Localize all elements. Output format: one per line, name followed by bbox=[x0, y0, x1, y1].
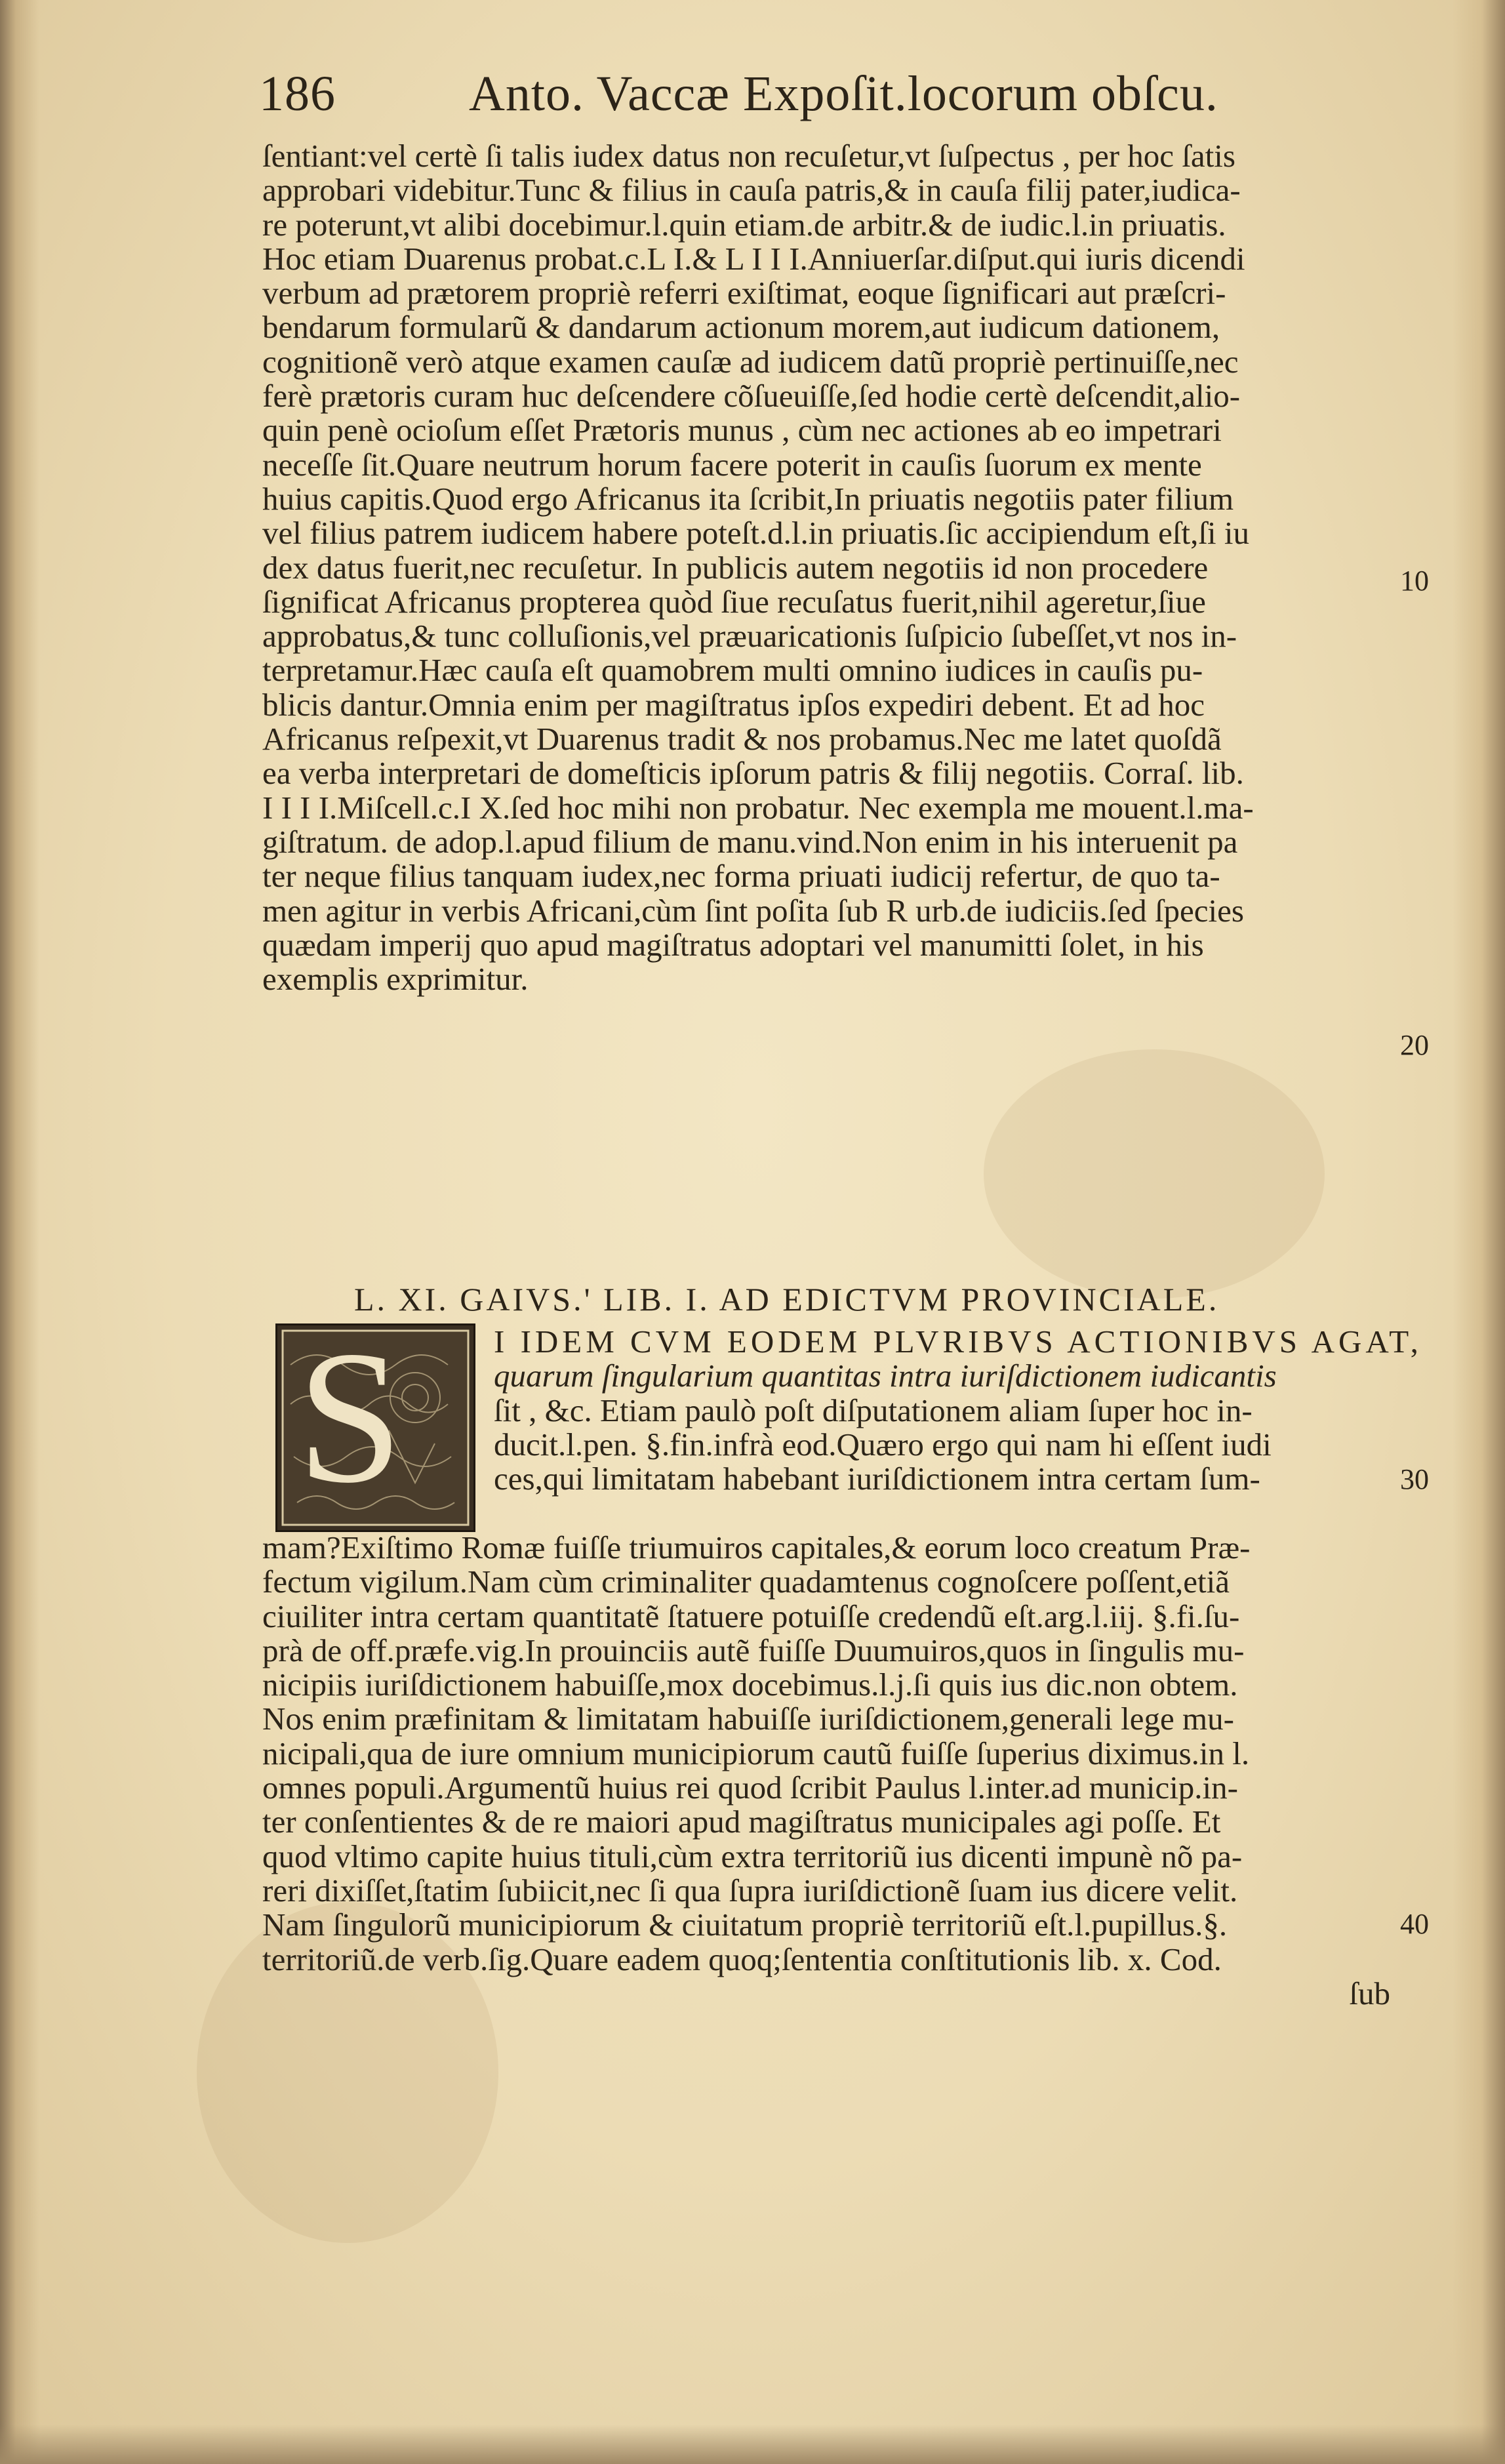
text-line: ſit , &c. Etiam paulò poſt diſputationem aliam ſuper hoc in- bbox=[494, 1392, 1253, 1428]
text-line: territoriũ.de verb.ſig.Quare eadem quoq;ſententia conſtitutionis lib. x. Cod. bbox=[262, 1941, 1222, 1977]
lower-text-block bbox=[262, 1529, 1390, 2011]
decorated-initial-letter bbox=[275, 1312, 475, 1532]
margin-line-number: 20 bbox=[1400, 1029, 1429, 1061]
text-line: ciuiliter intra certam quantitatẽ ſtatuere potuiſſe credendũ eſt.arg.l.iij. §.fi.ſu- bbox=[262, 1598, 1240, 1634]
text-line: ferè prætoris curam huc deſcendere cõſueuiſſe,ſed hodie certè deſcendit,alio- bbox=[262, 378, 1241, 414]
text-line: ſentiant:vel certè ſi talis iudex datus non recuſetur,vt ſuſpectus , per hoc ſatis bbox=[262, 138, 1235, 174]
text-line: quarum ſingularium quantitas intra iuriſdictionem iudicantis bbox=[494, 1358, 1277, 1394]
text-line: exemplis exprimitur. bbox=[262, 961, 529, 998]
text-line: cognitionẽ verò atque examen cauſæ ad iudicem datũ propriè pertinuiſſe,nec bbox=[262, 343, 1239, 380]
initial-letter: S bbox=[297, 1312, 403, 1522]
text-line: neceſſe ſit.Quare neutrum horum facere poterit in cauſis ſuorum ex mente bbox=[262, 446, 1202, 483]
text-line: reri dixiſſet,ſtatim ſubiicit,nec ſi qua ſupra iuriſdictionẽ ſuam ius dicere velit. bbox=[262, 1872, 1238, 1909]
text-line: Hoc etiam Duarenus probat.c.L I.& L I I I.Anniuerſar.diſput.qui iuris dicendi bbox=[262, 240, 1245, 277]
text-line: ſignificat Africanus propterea quòd ſiue recuſatus fuerit,nihil ageretur,ſiue bbox=[262, 583, 1206, 620]
text-line: I IDEM CVM EODEM PLVRIBVS ACTIONIBVS AGAT, bbox=[494, 1323, 1422, 1360]
text-line: I I I I.Miſcell.c.I X.ſed hoc mihi non probatur. Nec exempla me mouent.l.ma- bbox=[262, 789, 1254, 826]
text-line: ducit.l.pen. §.fin.infrà eod.Quæro ergo qui nam hi eſſent iudi bbox=[494, 1426, 1272, 1463]
page-number: 186 bbox=[259, 66, 336, 121]
text-line: Nam ſingulorũ municipiorum & ciuitatum propriè territoriũ eſt.l.pupillus.§. bbox=[262, 1907, 1228, 1943]
text-line: ea verba interpretari de domeſticis ipſorum patris & filij negotiis. Corraſ. lib. bbox=[262, 755, 1244, 792]
margin-line-number: 40 bbox=[1400, 1908, 1429, 1940]
text-line: giſtratum. de adop.l.apud filium de manu.vind.Non enim in his interuenit pa bbox=[262, 823, 1238, 860]
text-line: prà de off.præfe.vig.In prouinciis autẽ fuiſſe Duumuiros,quos in ſingulis mu- bbox=[262, 1632, 1245, 1668]
section-heading: L. XI. GAIVS.' LIB. I. AD EDICTVM PROVINCIALE. bbox=[354, 1281, 1220, 1318]
catchword: ſub bbox=[1349, 1975, 1390, 2011]
text-line: men agitur in verbis Africani,cùm ſint poſita ſub R urb.de iudiciis.ſed ſpecies bbox=[262, 892, 1244, 929]
text-line: verbum ad prætorem propriè referri exiſtimat, eoque ſignificari aut præſcri- bbox=[262, 275, 1226, 312]
text-line: blicis dantur.Omnia enim per magiſtratus ipſos expediri debent. Et ad hoc bbox=[262, 686, 1205, 723]
text-line: approbatus,& tunc colluſionis,vel præuaricationis ſuſpicio ſubeſſet,vt nos in- bbox=[262, 618, 1237, 655]
page-shadow-bottom bbox=[0, 2425, 1505, 2464]
text-line: re poterunt,vt alibi docebimur.l.quin etiam.de arbitr.& de iudic.l.in priuatis. bbox=[262, 206, 1226, 243]
text-line: omnes populi.Argumentũ huius rei quod ſcribit Paulus l.inter.ad municip.in- bbox=[262, 1769, 1238, 1806]
text-line: ter neque filius tanquam iudex,nec forma priuati iudicij refertur, de quo ta- bbox=[262, 858, 1220, 895]
page-header bbox=[259, 66, 1282, 128]
text-line: nicipali,qua de iure omnium municipiorum cautũ fuiſſe ſuperius diximus.in l. bbox=[262, 1735, 1250, 1771]
text-line: ces,qui limitatam habebant iuriſdictionem intra certam ſum- bbox=[494, 1461, 1260, 1497]
text-line: vel filius patrem iudicem habere poteſt.d.l.in priuatis.ſic accipiendum eſt,ſi iu bbox=[262, 515, 1249, 552]
main-text-block bbox=[262, 139, 1377, 996]
page-shadow-left bbox=[0, 0, 39, 2464]
text-line: huius capitis.Quod ergo Africanus ita ſcribit,In priuatis negotiis pater filium bbox=[262, 480, 1234, 517]
text-line: nicipiis iuriſdictionem habuiſſe,mox docebimus.l.j.ſi quis ius dic.non obtem. bbox=[262, 1666, 1238, 1703]
text-line: ter conſentientes & de re maiori apud magiſtratus municipales agi poſſe. Et bbox=[262, 1804, 1221, 1840]
text-line: quædam imperij quo apud magiſtratus adoptari vel manumitti ſolet, in his bbox=[262, 926, 1204, 963]
text-line: quin penè ocioſum eſſet Prætoris munus , cùm nec actiones ab eo impetrari bbox=[262, 412, 1222, 449]
text-line: bendarum formularũ & dandarum actionum morem,aut iudicum dationem, bbox=[262, 309, 1220, 346]
margin-line-number: 10 bbox=[1400, 565, 1429, 597]
running-title: Anto. Vaccæ Expoſit.locorum obſcu. bbox=[469, 66, 1218, 121]
text-line: Africanus reſpexit,vt Duarenus tradit & nos probamus.Nec me latet quoſdã bbox=[262, 721, 1222, 757]
text-line: dex datus fuerit,nec recuſetur. In publicis autem negotiis id non procedere bbox=[262, 549, 1209, 586]
margin-line-number: 30 bbox=[1400, 1463, 1429, 1495]
text-line: quod vltimo capite huius tituli,cùm extra territoriũ ius dicenti impunè nõ pa- bbox=[262, 1838, 1243, 1874]
text-line: fectum vigilum.Nam cùm criminaliter quadamtenus cognoſcere poſſent,etiã bbox=[262, 1564, 1230, 1600]
text-line: approbari videbitur.Tunc & filius in cauſa patris,& in cauſa filij pater,iudica- bbox=[262, 172, 1241, 209]
text-line: mam?Exiſtimo Romæ fuiſſe triumuiros capitales,& eorum loco creatum Præ- bbox=[262, 1529, 1251, 1565]
text-line: terpretamur.Hæc cauſa eſt quamobrem multi omnino iudices in cauſis pu- bbox=[262, 652, 1203, 689]
paper-stain bbox=[984, 1049, 1325, 1299]
text-line: Nos enim præfinitam & limitatam habuiſſe iuriſdictionem,generali lege mu- bbox=[262, 1701, 1234, 1737]
page-shadow-right bbox=[1453, 0, 1505, 2464]
